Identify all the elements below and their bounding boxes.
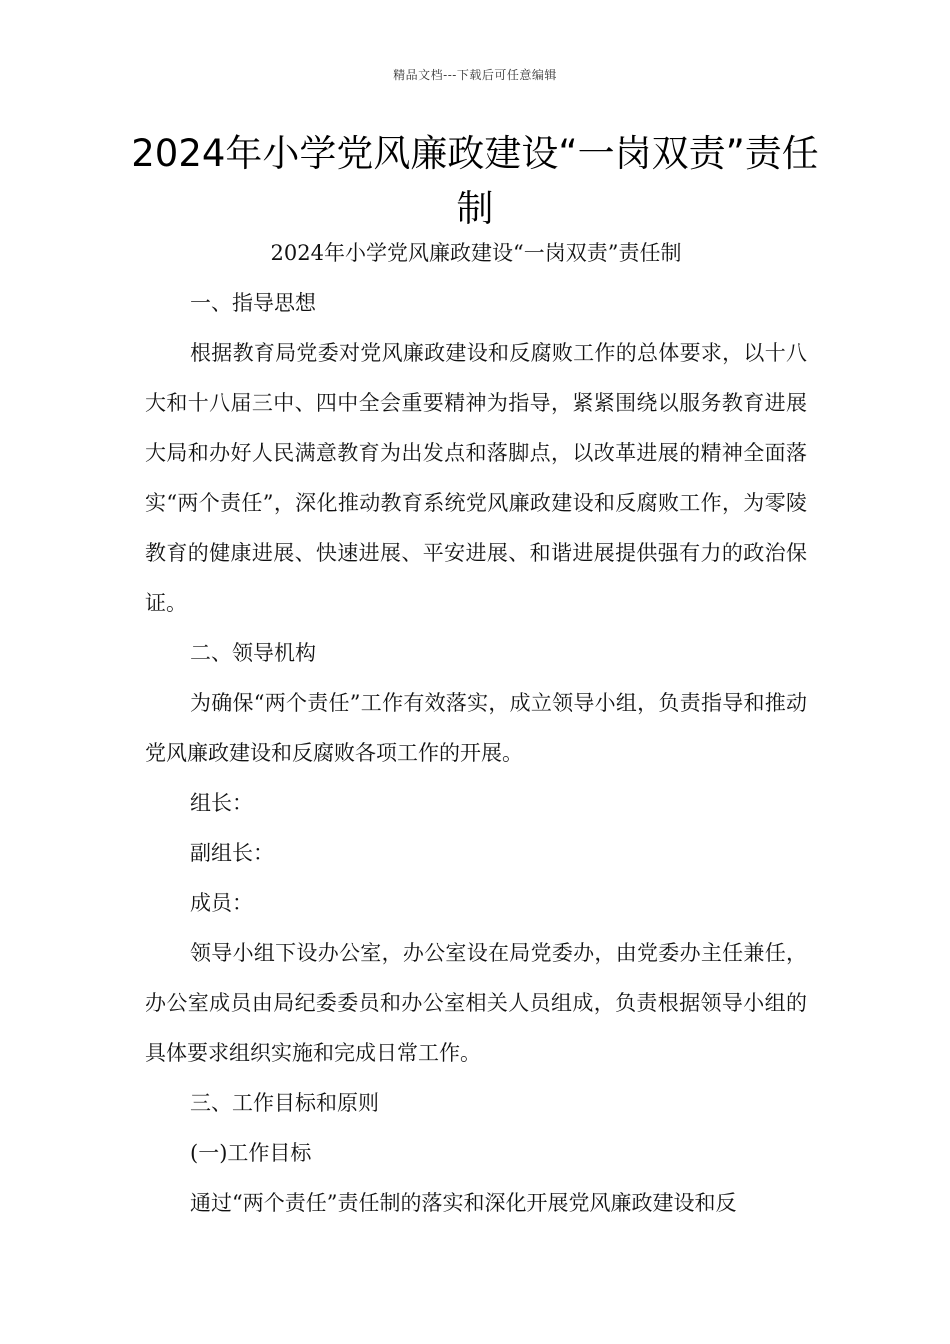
document-subtitle: 2024年小学党风廉政建设“一岗双责”责任制 bbox=[270, 241, 682, 265]
section-heading-guiding-ideology: 一、指导思想 bbox=[190, 291, 316, 315]
section-heading-leadership: 二、领导机构 bbox=[190, 641, 316, 665]
paragraph-guiding-ideology: 根据教育局党委对党风廉政建设和反腐败工作的总体要求，以十八大和十八届三中、四中全会重要精神为指导，紧紧围绕以服务教育进展大局和办好人民满意教育为出发点和落脚点，以改革进展的精神全面落实“两个责任”，深化推动教育系统党风廉政建设和反腐败工作，为零陵教育的健康进展、快速进展、平安进展、和谐进展提供强有力的政治保证。 bbox=[145, 341, 807, 615]
field-group-leader: 组长： bbox=[190, 791, 253, 815]
section-heading-goals-principles: 三、工作目标和原则 bbox=[190, 1091, 379, 1115]
field-members: 成员： bbox=[190, 891, 253, 915]
paragraph-leadership: 为确保“两个责任”工作有效落实，成立领导小组，负责指导和推动党风廉政建设和反腐败各项工作的开展。 bbox=[145, 691, 807, 765]
field-deputy-leader: 副组长： bbox=[190, 841, 274, 865]
subsection-heading-goals: (一)工作目标 bbox=[190, 1141, 312, 1165]
document-body bbox=[145, 228, 807, 1228]
paragraph-goals: 通过“两个责任”责任制的落实和深化开展党风廉政建设和反 bbox=[190, 1191, 737, 1215]
paragraph-office: 领导小组下设办公室，办公室设在局党委办，由党委办主任兼任，办公室成员由局纪委委员和办公室相关人员组成，负责根据领导小组的具体要求组织实施和完成日常工作。 bbox=[145, 941, 807, 1065]
document-title: 2024年小学党风廉政建设“一岗双责”责任制 bbox=[131, 132, 819, 230]
header-note: 精品文档---下载后可任意编辑 bbox=[393, 68, 557, 82]
